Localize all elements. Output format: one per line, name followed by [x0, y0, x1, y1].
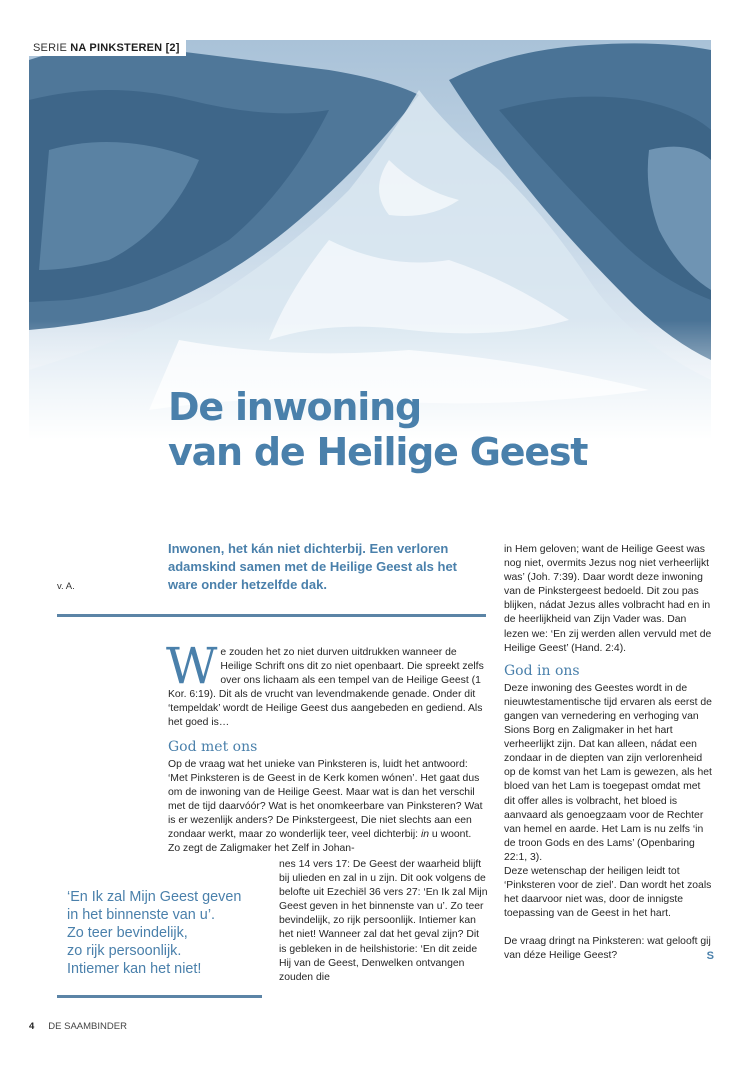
page-footer — [29, 1021, 127, 1032]
section-heading-god-met-ons: God met ons — [168, 738, 258, 755]
article-title — [168, 385, 587, 475]
quote-line: ‘En Ik zal Mijn Geest geven — [67, 889, 242, 905]
series-name: NA PINKSTEREN [2] — [70, 42, 180, 54]
closing-paragraph — [504, 935, 714, 963]
end-mark-icon: S — [706, 950, 714, 963]
dropcap: W — [166, 637, 218, 695]
closing-text: De vraag dringt na Pinksteren: wat gelooft gij van déze Heilige Geest? — [504, 936, 711, 962]
section1-continuation: nes 14 vers 17: De Geest der waarheid blijft bij ulieden en zal in u zijn. Dit ook volgens de belofte uit Ezechiël 36 vers 27: ‘En Ik zal Mijn Geest geven in het binnenste van u’. Zo teer bevindelijk, zo rijk persoonlijk. Intiemer kan het niet! Wanneer zal dat het geval zijn? Dit is gebleken in de heilshistorie: ‘En dit zeide Hij van de Geest, Denwelken ontvangen zouden die — [279, 859, 488, 983]
section1-text-b: u woont. Zo zegt de Zaligmaker het Zelf in Johan- — [168, 829, 472, 855]
title-line-1: De inwoning — [168, 385, 421, 429]
section1-paragraph — [168, 758, 486, 857]
pull-quote — [67, 888, 267, 978]
intro-text: e zouden het zo niet durven uitdrukken wanneer de Heilige Schrift ons dit zo niet openbaart. Die spreekt zelfs over ons lichaam als een tempel van de Heilige Geest (1 Kor. 6:19). Dit als de vrucht van levendmakende genade. Onder dit ‘tempeldak’ wordt de Heilige Geest dus aangebeden en gediend. Als het goed is… — [168, 647, 484, 729]
column-right — [504, 543, 714, 964]
quote-line: Zo teer bevindelijk, — [67, 925, 188, 941]
lead-paragraph: Inwonen, het kán niet dichterbij. Een verloren adamskind samen met de Heilige Geest als het ware onder hetzelfde dak. — [168, 541, 458, 592]
author: v. A. — [57, 581, 75, 592]
series-prefix: SERIE — [33, 42, 71, 54]
intro-paragraph — [166, 637, 486, 731]
series-label — [29, 40, 186, 56]
publication-name: DE SAAMBINDER — [48, 1021, 127, 1032]
section2-paragraph-a: Deze inwoning des Geestes wordt in de nieuwtestamentische tijd ervaren als eerst de gangen van vernedering en verhoging van Sions Borg en Zaligmaker in het hart verheerlijkt zijn. Dat kan alleen, nádat een zondaar in de diepten van zijn verlorenheid op de komst van het Lam is gewezen, als het bloed van het Lam is toegepast omdat met dit offer alles is volbracht, het bloed is aanvaard als genoegzaam voor de Rechter van hemel en aarde. Het Lam is nu zelfs ‘in de troon Gods en des Lams’ (Openbaring 22:1, 3). — [504, 682, 712, 863]
page-number: 4 — [29, 1021, 35, 1032]
section-heading-god-in-ons: God in ons — [504, 662, 580, 679]
quote-line: zo rijk persoonlijk. — [67, 943, 182, 959]
waterfall-photo — [29, 40, 711, 440]
quote-divider — [57, 995, 262, 998]
section1-text-a: Op de vraag wat het unieke van Pinksteren is, luidt het antwoord: ‘Met Pinksteren is de Geest in de Kerk komen wónen’. Het gaat dus om de inwoning van de Heilige Geest. Maar wat is dan het verschil met de tijd daarvóór? Wat is het onomkeerbare van Pinksteren? Wat is er wezenlijk anders? De Pinkstergeest, Die niet slechts aan een zondaar werkt, maar zo wonderlijk teer, veel dichterbij: — [168, 758, 483, 841]
quote-line: in het binnenste van u’. — [67, 907, 216, 923]
col3-paragraph: in Hem geloven; want de Heilige Geest was nog niet, overmits Jezus nog niet verheerlijkt was’ (Joh. 7:39). Daar wordt deze inwoning van de Pinkstergeest bedoeld. Dit zou pas blijken, nádat Jezus alles volbracht had en in de heerlijkheid van Zijn Vader was. Dan lezen we: ‘En zij werden allen vervuld met de Heilige Geest’ (Hand. 2:4). — [504, 544, 712, 654]
quote-line: Intiemer kan het niet! — [67, 961, 202, 977]
title-line-2: van de Heilige Geest — [168, 430, 588, 474]
lead-divider — [57, 614, 486, 617]
column-main — [166, 637, 486, 856]
emphasis-in: in — [420, 829, 430, 841]
section2-paragraph-b: Deze wetenschap der heiligen leidt tot ‘Pinksteren voor de ziel’. Dan wordt het zoals het daarvoor niet was, door de innigste toepassing van de Geest in het hart. — [504, 865, 712, 920]
